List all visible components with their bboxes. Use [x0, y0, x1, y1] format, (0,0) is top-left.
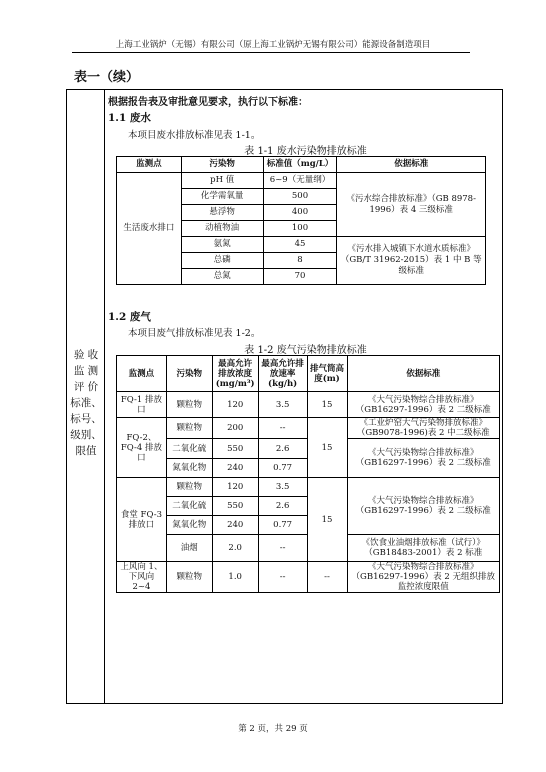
- header-cell: 监测点: [117, 356, 167, 392]
- value-cell: 70: [263, 269, 337, 285]
- concentration-cell: 240: [212, 516, 258, 535]
- table-title: 表一（续）: [74, 70, 140, 85]
- rate-cell: 2.6: [258, 497, 307, 516]
- value-cell: 500: [263, 189, 337, 205]
- section-paragraph-exhaust: 本项目废气排放标准见表 1-2。: [128, 328, 261, 339]
- basis-cell: 《饮食业油烟排放标准（试行）》（GB18483-2001）表 2 标准: [347, 535, 500, 562]
- section-paragraph-wastewater: 本项目废水排放标准见表 1-1。: [128, 130, 261, 141]
- monitoring-point-cell: 生活废水排口: [117, 173, 182, 285]
- pollutant-cell: 总磷: [181, 253, 263, 269]
- pollutant-cell: 颗粒物: [166, 562, 212, 593]
- table-row: [117, 418, 500, 439]
- rate-cell: 0.77: [258, 516, 307, 535]
- intro-text: 根据报告表及审批意见要求，执行以下标准：: [108, 97, 308, 108]
- pollutant-cell: pH 值: [181, 173, 263, 189]
- table-header-row: [117, 157, 486, 173]
- wastewater-standard-table: [116, 156, 486, 285]
- page-footer: 第 2 页，共 29 页: [238, 724, 308, 734]
- stack-height-cell: 15: [307, 478, 347, 562]
- section-heading-exhaust: 1.2 废气: [108, 311, 151, 323]
- header-cell: 污染物: [166, 356, 212, 392]
- rate-cell: 0.77: [258, 459, 307, 478]
- stack-height-cell: --: [307, 562, 347, 593]
- basis-cell: 《工业炉窑大气污染物排放标准》（GB9078-1996)表 2 中二级标准: [347, 418, 500, 439]
- side-label-line: 限值: [75, 445, 97, 457]
- pollutant-cell: 二氧化硫: [166, 497, 212, 516]
- page-header: 上海工业锅炉（无锡）有限公司（原上海工业锅炉无锡有限公司）能源设备制造项目: [115, 40, 431, 50]
- header-cell: 最高允许排放速率(kg/h): [258, 356, 307, 392]
- pollutant-cell: 化学需氧量: [181, 189, 263, 205]
- pollutant-cell: 动植物油: [181, 221, 263, 237]
- concentration-cell: 120: [212, 392, 258, 418]
- concentration-cell: 200: [212, 418, 258, 439]
- pollutant-cell: 二氧化硫: [166, 439, 212, 459]
- value-cell: 6~9（无量纲）: [263, 173, 337, 189]
- pollutant-cell: 颗粒物: [166, 418, 212, 439]
- side-label-line: 级别、: [70, 429, 102, 441]
- pollutant-cell: 颗粒物: [166, 392, 212, 418]
- monitoring-point-cell: 食堂 FQ-3 排放口: [117, 478, 167, 562]
- table-caption-1-2: 表 1-2 废气污染物排放标准: [244, 345, 367, 356]
- concentration-cell: 240: [212, 459, 258, 478]
- stack-height-cell: 15: [307, 418, 347, 478]
- stack-height-cell: 15: [307, 392, 347, 418]
- header-cell: 监测点: [117, 157, 182, 173]
- value-cell: 100: [263, 221, 337, 237]
- header-cell: 依据标准: [347, 356, 500, 392]
- header-divider: [72, 52, 470, 53]
- side-label-line: 标号、: [70, 413, 102, 425]
- table-row: [117, 562, 500, 593]
- basis-cell: 《大气污染物综合排放标准》（GB16297-1996）表 2 二级标准: [347, 392, 500, 418]
- side-label-line: 验 收: [73, 349, 99, 361]
- value-cell: 8: [263, 253, 337, 269]
- pollutant-cell: 颗粒物: [166, 478, 212, 497]
- value-cell: 400: [263, 205, 337, 221]
- section-heading-wastewater: 1.1 废水: [108, 112, 151, 124]
- table-row: [117, 173, 486, 189]
- rate-cell: 2.6: [258, 439, 307, 459]
- pollutant-cell: 氮氧化物: [166, 459, 212, 478]
- header-cell: 依据标准: [337, 157, 486, 173]
- value-cell: 45: [263, 237, 337, 253]
- pollutant-cell: 氮氧化物: [166, 516, 212, 535]
- basis-cell: 《大气污染物综合排放标准》（GB16297-1996）表 2 二级标准: [347, 478, 500, 535]
- concentration-cell: 1.0: [212, 562, 258, 593]
- monitoring-point-cell: 上风向 1、下风向 2~4: [117, 562, 167, 593]
- monitoring-point-cell: FQ-1 排放口: [117, 392, 167, 418]
- basis-cell: 《污水排入城镇下水道水质标准》（GB/T 31962-2015）表 1 中 B 等级标准: [337, 237, 486, 285]
- concentration-cell: 2.0: [212, 535, 258, 562]
- concentration-cell: 120: [212, 478, 258, 497]
- table-row: [117, 392, 500, 418]
- exhaust-standard-table: [116, 355, 500, 593]
- header-cell: 标准值（mg/L）: [263, 157, 337, 173]
- side-label-line: 监 测: [73, 365, 99, 377]
- pollutant-cell: 氨氮: [181, 237, 263, 253]
- pollutant-cell: 悬浮物: [181, 205, 263, 221]
- table-row: [117, 478, 500, 497]
- concentration-cell: 550: [212, 439, 258, 459]
- rate-cell: 3.5: [258, 392, 307, 418]
- rate-cell: 3.5: [258, 478, 307, 497]
- pollutant-cell: 油烟: [166, 535, 212, 562]
- monitoring-point-cell: FQ-2、FQ-4 排放口: [117, 418, 167, 478]
- rate-cell: --: [258, 562, 307, 593]
- side-label-line: 标准、: [70, 397, 102, 409]
- side-label: [68, 347, 104, 459]
- basis-cell: 《大气污染物综合排放标准》（GB16297-1996）表 2 无组织排放监控浓度限值: [347, 562, 500, 593]
- rate-cell: --: [258, 418, 307, 439]
- header-cell: 排气筒高度(m): [307, 356, 347, 392]
- table-caption-1-1: 表 1-1 废水污染物排放标准: [244, 146, 367, 157]
- basis-cell: 《大气污染物综合排放标准》（GB16297-1996）表 2 二级标准: [347, 439, 500, 478]
- header-cell: 最高允许排放浓度(mg/m³): [212, 356, 258, 392]
- pollutant-cell: 总氮: [181, 269, 263, 285]
- header-cell: 污染物: [181, 157, 263, 173]
- basis-cell: 《污水综合排放标准》（GB 8978-1996）表 4 三级标准: [337, 173, 486, 237]
- side-label-line: 评 价: [73, 381, 99, 393]
- rate-cell: --: [258, 535, 307, 562]
- table-header-row: [117, 356, 500, 392]
- concentration-cell: 550: [212, 497, 258, 516]
